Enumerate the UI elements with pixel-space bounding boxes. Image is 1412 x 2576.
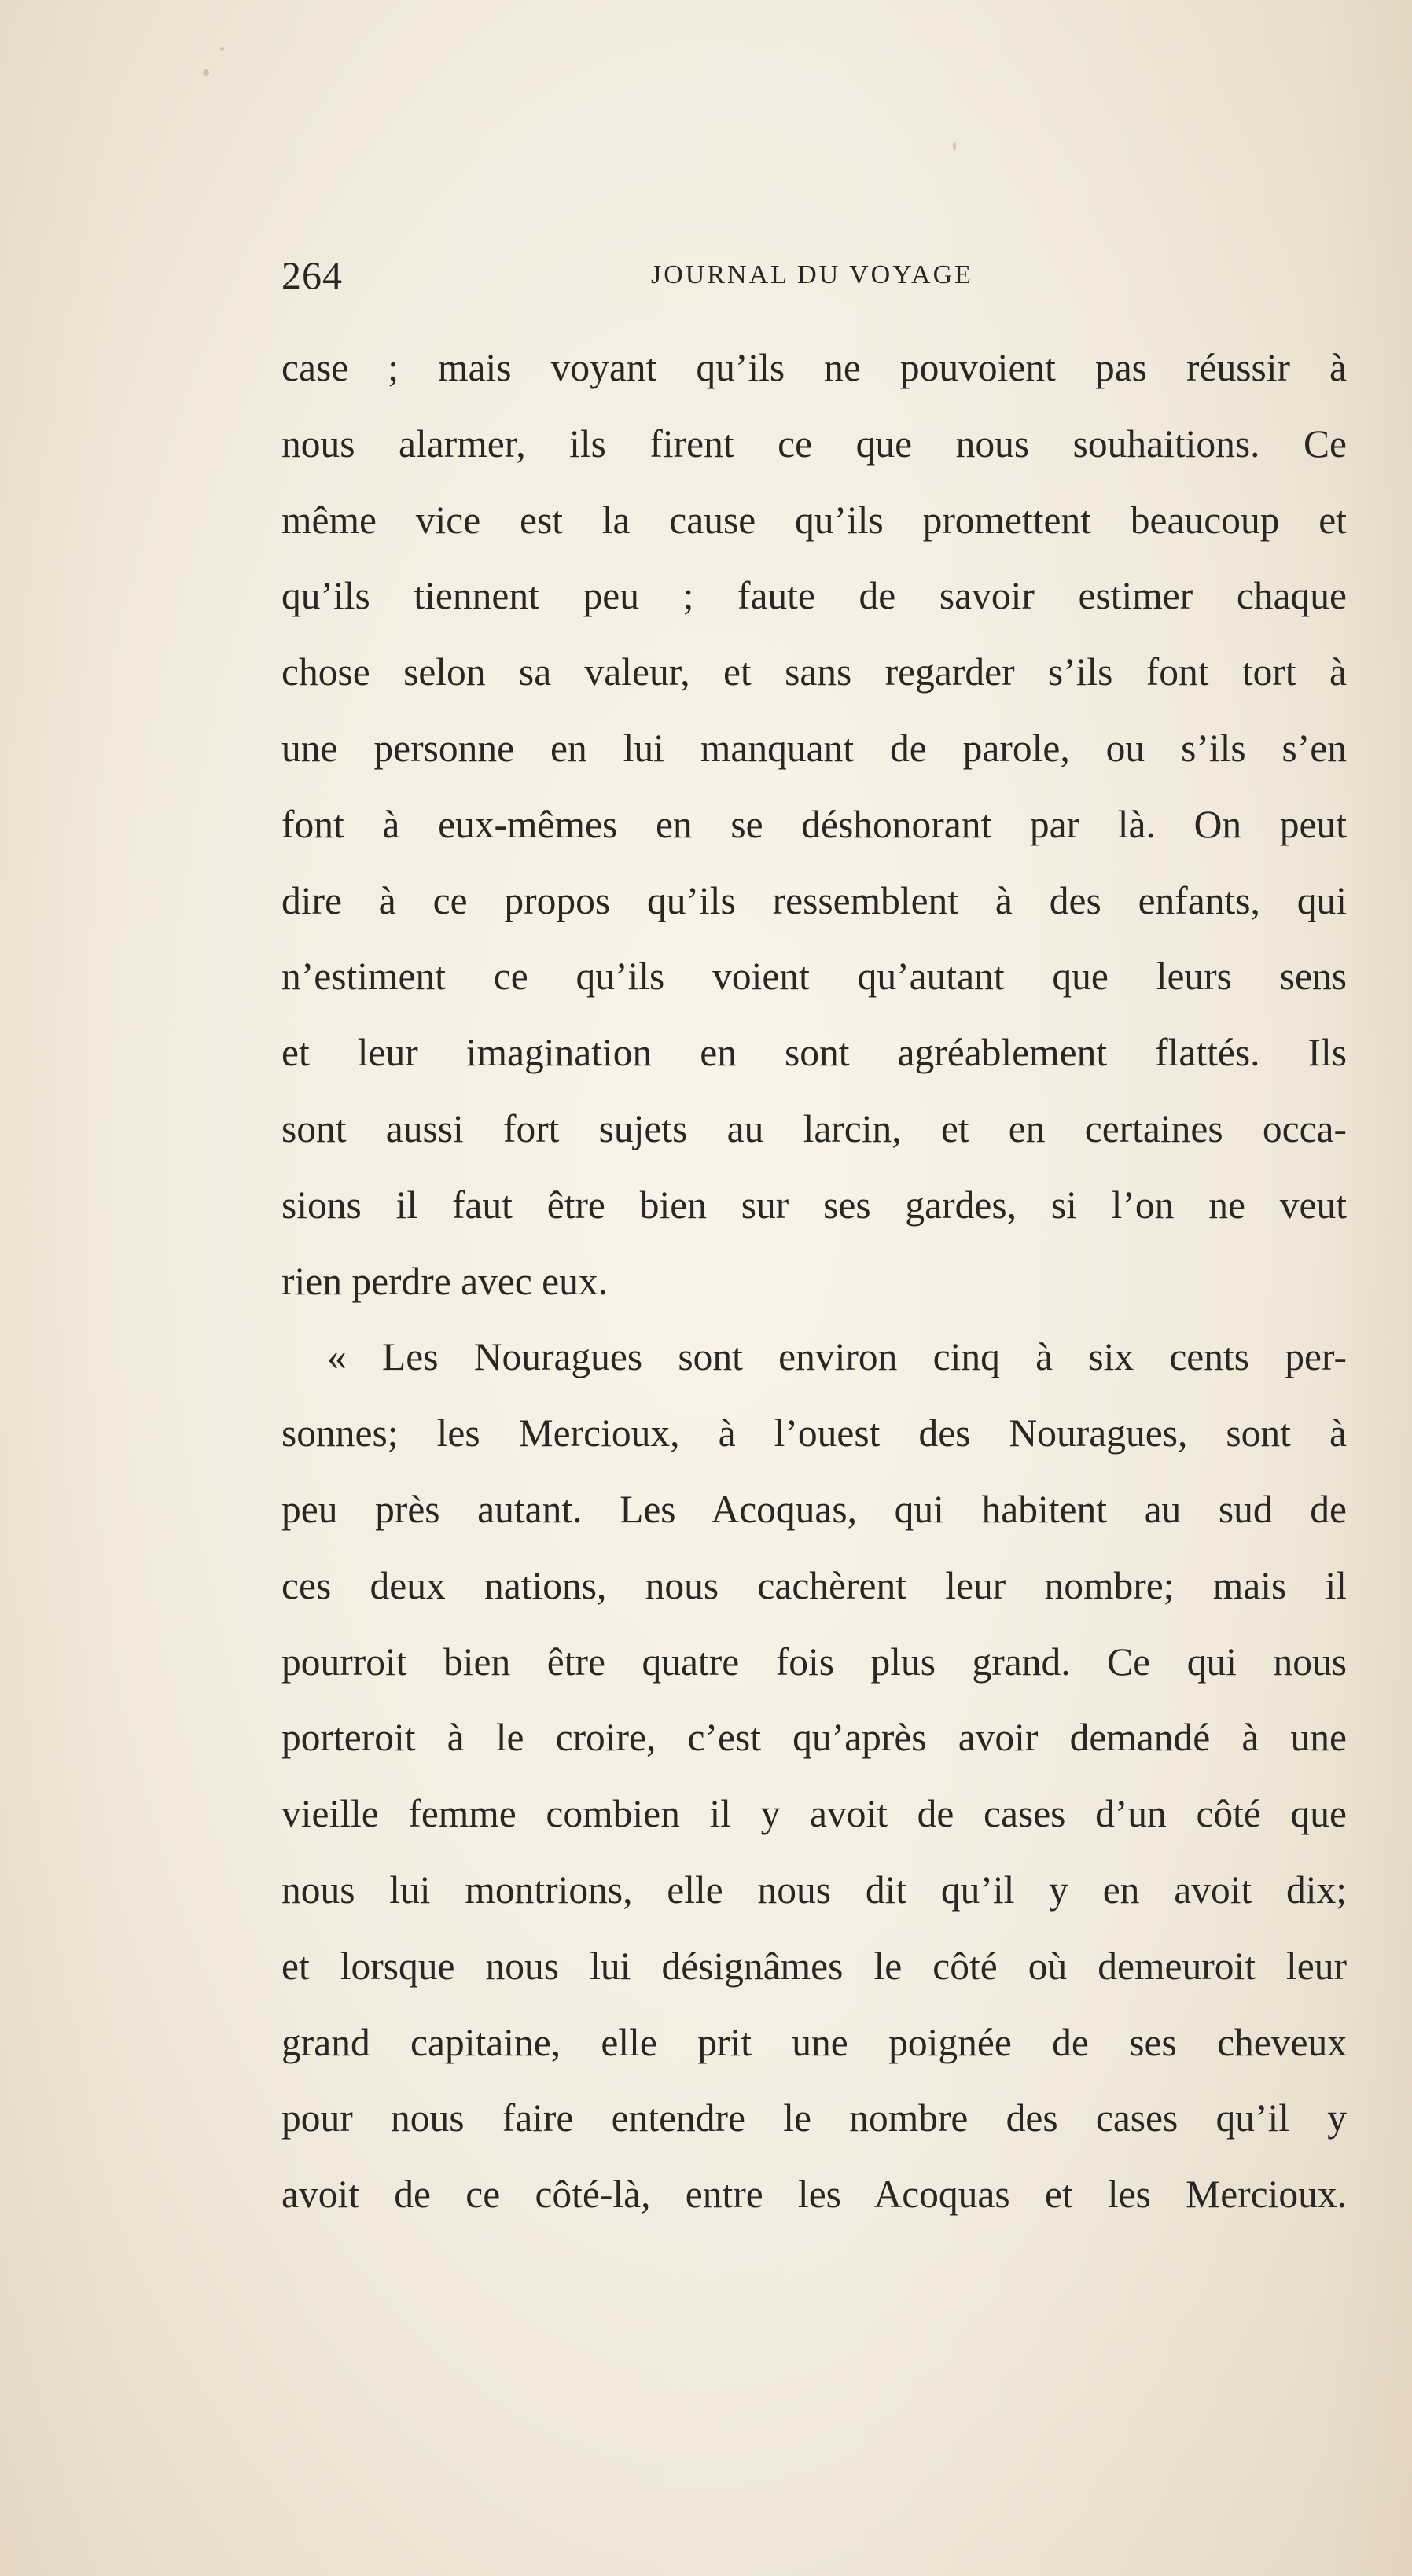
text-line: grand capitaine, elle prit une poignée de ses cheveux bbox=[281, 2020, 1347, 2064]
text-line: nous lui montrions, elle nous dit qu’il y en avoit dix; bbox=[281, 1868, 1347, 1912]
text-line: et leur imagination en sont agréablement flattés. Ils bbox=[281, 1031, 1347, 1075]
foxing-spot bbox=[203, 69, 209, 76]
paragraph-end-line: rien perdre avec eux. bbox=[281, 1259, 608, 1303]
text-line: n’estiment ce qu’ils voient qu’autant que leurs sens bbox=[281, 955, 1347, 999]
text-line: ces deux nations, nous cachèrent leur nombre; mais il bbox=[281, 1563, 1347, 1607]
text-line: pourroit bien être quatre fois plus grand. Ce qui nous bbox=[281, 1639, 1347, 1684]
text-line: sions il faut être bien sur ses gardes, si l’on ne veut bbox=[281, 1183, 1347, 1227]
text-line: sonnes; les Mercioux, à l’ouest des Nouragues, sont à bbox=[281, 1411, 1347, 1455]
text-line: nous alarmer, ils firent ce que nous souhaitions. Ce bbox=[281, 421, 1347, 466]
text-line: case ; mais voyant qu’ils ne pouvoient pas réussir à bbox=[281, 346, 1347, 389]
page-number: 264 bbox=[281, 253, 343, 297]
foxing-spot bbox=[953, 142, 956, 151]
text-line: et lorsque nous lui désignâmes le côté où demeuroit leur bbox=[281, 1944, 1347, 1988]
text-line: avoit de ce côté-là, entre les Acoquas et les Mercioux. bbox=[281, 2173, 1347, 2217]
text-line: porteroit à le croire, c’est qu’après avoir demandé à une bbox=[281, 1716, 1347, 1760]
running-title: JOURNAL DU VOYAGE bbox=[651, 260, 973, 289]
text-line: chose selon sa valeur, et sans regarder s’ils font tort à bbox=[281, 650, 1347, 694]
text-line: pour nous faire entendre le nombre des cases qu’il y bbox=[281, 2096, 1347, 2140]
text-line: sont aussi fort sujets au larcin, et en certaines occa- bbox=[281, 1106, 1347, 1150]
text-line: vieille femme combien il y avoit de cases d’un côté que bbox=[281, 1792, 1347, 1836]
paragraph-start-line: « Les Nouragues sont environ cinq à six cents per- bbox=[327, 1335, 1347, 1379]
text-line: font à eux-mêmes en se déshonorant par là. On peut bbox=[281, 802, 1347, 846]
text-line: qu’ils tiennent peu ; faute de savoir estimer chaque bbox=[281, 574, 1347, 618]
page-header bbox=[281, 244, 1335, 307]
text-line: dire à ce propos qu’ils ressemblent à des enfants, qui bbox=[281, 878, 1347, 922]
text-line: peu près autant. Les Acoquas, qui habitent au sud de bbox=[281, 1487, 1347, 1531]
foxing-spot bbox=[220, 47, 224, 51]
text-line: une personne en lui manquant de parole, ou s’ils s’en bbox=[281, 726, 1347, 770]
body-text bbox=[281, 330, 1347, 2249]
text-line: même vice est la cause qu’ils promettent beaucoup et bbox=[281, 498, 1347, 542]
